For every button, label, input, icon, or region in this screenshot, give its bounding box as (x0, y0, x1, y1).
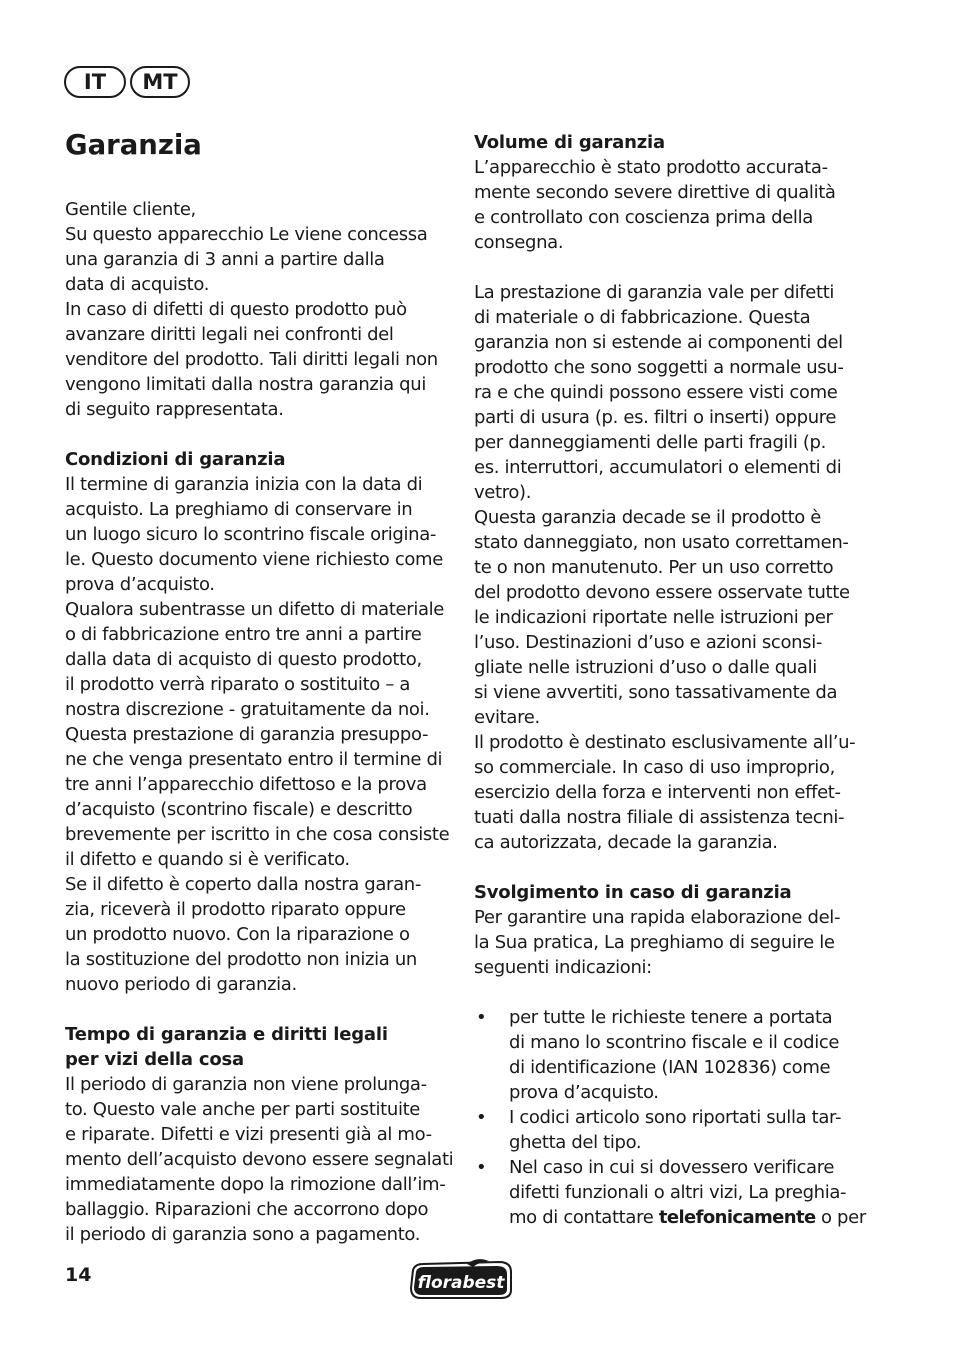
bullet-icon: • (476, 1107, 487, 1128)
conditions-paragraph (65, 472, 465, 997)
text-line: ballaggio. Riparazioni che accorrono dopo (65, 1199, 429, 1220)
text-line: avanzare diritti legali nei confronti del (65, 324, 394, 345)
text-line: di materiale o di fabbricazione. Questa (474, 307, 811, 328)
text-line: Il termine di garanzia inizia con la data di (65, 474, 423, 495)
language-badge-it: IT (64, 66, 126, 98)
text-line: Qualora subentrasse un difetto di materiale (65, 599, 445, 620)
language-badges (64, 66, 190, 98)
text-line: zia, riceverà il prodotto riparato oppure (65, 899, 406, 920)
text-line: vetro). (474, 482, 532, 503)
text-line: to. Questo vale anche per parti sostituite (65, 1099, 421, 1120)
text-line: Questa garanzia decade se il prodotto è (474, 507, 822, 528)
bullet-icon: • (476, 1007, 487, 1028)
text-line: In caso di difetti di questo prodotto può (65, 299, 407, 320)
text-line: tuati dalla nostra filiale di assistenza tecni- (474, 807, 845, 828)
text-line: o di fabbricazione entro tre anni a partire (65, 624, 422, 645)
text-line: il periodo di garanzia sono a pagamento. (65, 1224, 421, 1245)
text-line: ra e che quindi possono essere visti come (474, 382, 838, 403)
list-item (474, 1155, 874, 1230)
time-heading-line-2: per vizi della cosa (65, 1049, 244, 1070)
text-line: Se il difetto è coperto dalla nostra garan- (65, 874, 421, 895)
logo-text: florabest (417, 1273, 505, 1293)
list-item (474, 1105, 874, 1155)
language-badge-mt: MT (130, 66, 190, 98)
list-item-last-line (509, 1205, 874, 1230)
text-line: seguenti indicazioni: (474, 957, 652, 978)
text-run: o per (815, 1207, 866, 1228)
text-line: I codici articolo sono riportati sulla tar- (509, 1107, 842, 1128)
text-line: garanzia non si estende ai componenti del (474, 332, 843, 353)
text-line: dalla data di acquisto di questo prodotto, (65, 649, 422, 670)
text-line: difetti funzionali o altri vizi, La preghia- (509, 1182, 847, 1203)
text-line: ne che venga presentato entro il termine di (65, 749, 443, 770)
text-line: mente secondo severe direttive di qualità (474, 182, 836, 203)
text-line: mento dell’acquisto devono essere segnalati (65, 1149, 454, 1170)
procedure-paragraph (474, 905, 874, 980)
time-heading (65, 1022, 465, 1072)
text-line: il prodotto verrà riparato o sostituito – a (65, 674, 411, 695)
text-line: acquisto. La preghiamo di conservare in (65, 499, 413, 520)
text-line: una garanzia di 3 anni a partire dalla (65, 249, 385, 270)
text-line: di identificazione (IAN 102836) come (509, 1057, 831, 1078)
text-line: tre anni l’apparecchio difettoso e la prova (65, 774, 427, 795)
text-line: la Sua pratica, La preghiamo di seguire le (474, 932, 835, 953)
left-column (65, 130, 465, 1247)
text-line: prova d’acquisto. (509, 1082, 659, 1103)
volume-heading: Volume di garanzia (474, 132, 665, 153)
text-line: La prestazione di garanzia vale per difetti (474, 282, 835, 303)
text-line: es. interruttori, accumulatori o elementi di (474, 457, 842, 478)
procedure-heading: Svolgimento in caso di garanzia (474, 882, 792, 903)
text-line: parti di usura (p. es. filtri o inserti) oppure (474, 407, 837, 428)
text-line: le indicazioni riportate nelle istruzioni per (474, 607, 833, 628)
text-line: Il periodo di garanzia non viene prolunga- (65, 1074, 427, 1095)
text-line: e riparate. Difetti e vizi presenti già al mo- (65, 1124, 432, 1145)
text-line: L’apparecchio è stato prodotto accurata- (474, 157, 828, 178)
text-line: nuovo periodo di garanzia. (65, 974, 297, 995)
volume-paragraph-2 (474, 280, 874, 855)
text-line: venditore del prodotto. Tali diritti legali non (65, 349, 438, 370)
text-run: mo di contattare (509, 1207, 659, 1228)
time-paragraph (65, 1072, 465, 1247)
text-line: per tutte le richieste tenere a portata (509, 1007, 833, 1028)
text-line: di mano lo scontrino fiscale e il codice (509, 1032, 840, 1053)
text-line: per danneggiamenti delle parti fragili (p. (474, 432, 826, 453)
bullet-icon: • (476, 1157, 487, 1178)
text-line: brevemente per iscritto in che cosa consiste (65, 824, 450, 845)
text-line: immediatamente dopo la rimozione dall’im- (65, 1174, 446, 1195)
list-item (474, 1005, 874, 1105)
text-line: Su questo apparecchio Le viene concessa (65, 224, 428, 245)
intro-paragraph (65, 197, 465, 422)
text-line: nostra discrezione - gratuitamente da noi. (65, 699, 430, 720)
procedure-list (474, 1005, 874, 1230)
text-line: consegna. (474, 232, 564, 253)
text-line: vengono limitati dalla nostra garanzia qui (65, 374, 426, 395)
text-line: te o non manutenuto. Per un uso corretto (474, 557, 834, 578)
text-line: Gentile cliente, (65, 199, 196, 220)
text-line: e controllato con coscienza prima della (474, 207, 813, 228)
time-heading-line-1: Tempo di garanzia e diritti legali (65, 1024, 388, 1045)
text-line: gliate nelle istruzioni d’uso o dalle quali (474, 657, 817, 678)
emphasis-text: telefonicamente (658, 1207, 816, 1228)
text-line: ghetta del tipo. (509, 1132, 642, 1153)
text-line: si viene avvertiti, sono tassativamente da (474, 682, 838, 703)
text-line: Nel caso in cui si dovessero verificare (509, 1157, 835, 1178)
conditions-heading: Condizioni di garanzia (65, 449, 286, 470)
list-item-text (509, 1155, 874, 1205)
text-line: ca autorizzata, decade la garanzia. (474, 832, 778, 853)
text-line: d’acquisto (scontrino fiscale) e descritto (65, 799, 413, 820)
volume-paragraph-1 (474, 155, 874, 255)
list-item-text (509, 1105, 874, 1155)
text-line: prodotto che sono soggetti a normale usu- (474, 357, 844, 378)
text-line: Questa prestazione di garanzia presuppo- (65, 724, 429, 745)
text-line: data di acquisto. (65, 274, 210, 295)
text-line: evitare. (474, 707, 540, 728)
text-line: del prodotto devono essere osservate tutte (474, 582, 850, 603)
florabest-logo (407, 1258, 515, 1301)
text-line: un prodotto nuovo. Con la riparazione o (65, 924, 410, 945)
text-line: esercizio della forza e interventi non effet- (474, 782, 841, 803)
text-line: di seguito rappresentata. (65, 399, 284, 420)
text-line: il difetto e quando si è verificato. (65, 849, 350, 870)
text-line: Per garantire una rapida elaborazione del- (474, 907, 841, 928)
text-line: stato danneggiato, non usato correttamen- (474, 532, 849, 553)
text-line: so commerciale. In caso di uso improprio, (474, 757, 835, 778)
text-line: Il prodotto è destinato esclusivamente all’u- (474, 732, 856, 753)
text-line: le. Questo documento viene richiesto come (65, 549, 443, 570)
page-title: Garanzia (65, 129, 202, 161)
text-line: l’uso. Destinazioni d’uso e azioni sconsi- (474, 632, 823, 653)
text-line: la sostituzione del prodotto non inizia un (65, 949, 417, 970)
page-number: 14 (65, 1264, 92, 1286)
text-line: prova d’acquisto. (65, 574, 215, 595)
right-column (474, 130, 874, 1230)
list-item-text (509, 1005, 874, 1105)
text-line: un luogo sicuro lo scontrino fiscale origina- (65, 524, 437, 545)
